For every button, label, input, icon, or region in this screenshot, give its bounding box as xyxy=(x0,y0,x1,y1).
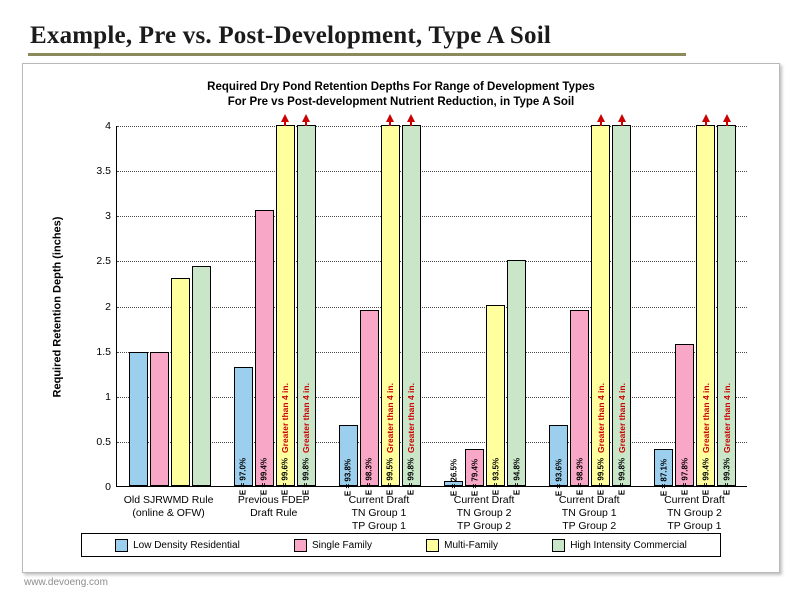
legend-swatch xyxy=(426,539,439,552)
chart-title-line-1: Required Dry Pond Retention Depths For Range of Development Types xyxy=(207,81,595,93)
title-band xyxy=(0,0,800,58)
x-axis-category-line: Current Draft xyxy=(664,494,725,506)
chart-frame xyxy=(22,63,780,573)
y-axis-tick-label: 3 xyxy=(105,210,111,223)
legend-item[interactable] xyxy=(552,539,687,552)
bar[interactable] xyxy=(507,260,526,496)
bar-slot xyxy=(402,126,421,496)
legend-label: High Intensity Commercial xyxy=(570,539,687,551)
x-axis-category-label xyxy=(326,494,431,533)
over-limit-note: Greater than 4 in. xyxy=(406,383,417,453)
up-arrow-icon xyxy=(618,114,626,122)
bar[interactable] xyxy=(171,278,190,486)
up-arrow-icon xyxy=(723,114,731,122)
bar-slot xyxy=(192,126,211,486)
bar-group xyxy=(327,126,432,497)
bar-slot xyxy=(507,126,526,496)
over-limit-note: Greater than 4 in. xyxy=(280,383,291,453)
bar-value-label: E = 98.3% xyxy=(364,457,374,496)
x-axis-category-line: Current Draft xyxy=(558,494,620,506)
bar-value-label: E = 99.8% xyxy=(406,457,416,496)
legend-label: Single Family xyxy=(311,539,372,551)
up-arrow-icon xyxy=(386,114,394,122)
over-limit-note: Greater than 4 in. xyxy=(721,383,732,453)
bar-slot xyxy=(486,126,505,496)
bar-group-bars xyxy=(643,126,748,497)
up-arrow-icon xyxy=(407,114,415,122)
bar-group xyxy=(433,126,538,497)
bar-value-label: E = 99.8% xyxy=(617,457,627,496)
x-axis-category-line: TN Group 1 xyxy=(351,507,407,519)
legend-item[interactable] xyxy=(426,539,498,552)
x-axis-category-line: (online & OFW) xyxy=(132,507,205,519)
x-axis-category-line: TP Group 1 xyxy=(351,520,406,532)
bar[interactable] xyxy=(696,125,715,496)
bar-slot xyxy=(171,126,190,486)
legend-label: Multi-Family xyxy=(444,539,499,551)
bar-value-label: E = 87.1% xyxy=(659,458,669,497)
bar[interactable] xyxy=(486,305,505,496)
bar-group xyxy=(643,126,748,497)
y-axis-tick-label: 1 xyxy=(105,390,111,403)
y-axis-title xyxy=(49,126,65,487)
bar-value-label: E = 93.6% xyxy=(554,458,564,497)
x-axis-category-label xyxy=(642,494,747,533)
bar-value-label: E = 93.5% xyxy=(491,457,501,496)
y-axis-tick-label: 2 xyxy=(105,300,111,313)
legend-swatch xyxy=(115,539,128,552)
y-axis-tick-label: 4 xyxy=(105,120,111,132)
bar-slot xyxy=(549,126,568,497)
bar-slot xyxy=(276,126,295,496)
bar-group-bars xyxy=(222,126,327,496)
x-axis-category-line: Previous FDEP xyxy=(237,494,310,506)
bar[interactable] xyxy=(150,352,169,486)
x-axis-category-line: TN Group 1 xyxy=(561,507,617,519)
bar-group xyxy=(538,126,643,497)
over-limit-note: Greater than 4 in. xyxy=(700,383,711,453)
over-limit-note: Greater than 4 in. xyxy=(616,383,627,453)
over-limit-note: Greater than 4 in. xyxy=(385,383,396,453)
bar[interactable] xyxy=(360,310,379,496)
bar-value-label: E = 99.5% xyxy=(596,457,606,496)
bar-slot xyxy=(717,126,736,496)
x-axis-category-line: TP Group 2 xyxy=(562,520,617,532)
bar-group xyxy=(117,126,222,486)
bar-value-label: E = 94.8% xyxy=(512,457,522,496)
over-limit-note: Greater than 4 in. xyxy=(301,383,312,453)
y-axis-tick-label: 1.5 xyxy=(96,345,111,358)
bar[interactable] xyxy=(675,344,694,496)
footer-url: www.devoeng.com xyxy=(24,577,108,588)
x-axis-category-line: TN Group 2 xyxy=(666,507,722,519)
bar-slot xyxy=(591,126,610,496)
bar-group-bars xyxy=(117,126,222,486)
bar-slot xyxy=(297,126,316,496)
bar-group-bars xyxy=(327,126,432,497)
bar-slot xyxy=(612,126,631,496)
chart-title xyxy=(23,80,779,110)
x-axis-category-line: Current Draft xyxy=(453,494,515,506)
bar-value-label: E = 26.5% xyxy=(449,458,459,497)
bar-value-label: E = 93.8% xyxy=(343,458,353,497)
x-axis-category-line: TN Group 2 xyxy=(456,507,512,519)
bar-group-bars xyxy=(433,126,538,497)
y-axis-tick-label: 3.5 xyxy=(96,165,111,178)
bar-value-label: E = 97.8% xyxy=(680,457,690,496)
y-axis-tick-label: 0.5 xyxy=(96,435,111,448)
bar[interactable] xyxy=(192,266,211,486)
x-axis-category-line: TP Group 1 xyxy=(667,520,722,532)
x-axis-category-label xyxy=(116,494,221,520)
bar-value-label: E = 79.4% xyxy=(470,458,480,497)
bar-value-label: E = 99.6% xyxy=(280,457,290,496)
bar-slot xyxy=(339,126,358,497)
bar-slot xyxy=(150,126,169,486)
bar-slot xyxy=(570,126,589,496)
x-axis-category-line: TP Group 2 xyxy=(457,520,512,532)
bar-slot xyxy=(360,126,379,496)
up-arrow-icon xyxy=(281,114,289,122)
bar[interactable] xyxy=(612,125,631,496)
bar-value-label: E = 99.8% xyxy=(301,457,311,496)
bar[interactable] xyxy=(465,449,484,497)
x-axis-category-line: Old SJRWMD Rule xyxy=(123,494,214,506)
bar-slot xyxy=(654,126,673,497)
legend-swatch xyxy=(294,539,307,552)
bar-value-label: E = 99.4% xyxy=(701,457,711,496)
x-axis-category-label xyxy=(537,494,642,533)
bar-value-label: E = 99.3% xyxy=(722,457,732,496)
bar[interactable] xyxy=(717,125,736,496)
bar-value-label: E = 97.0% xyxy=(238,457,248,496)
legend-swatch xyxy=(552,539,565,552)
plot-area xyxy=(96,120,747,497)
bar[interactable] xyxy=(402,125,421,496)
y-axis-tick-label: 2.5 xyxy=(96,255,111,268)
chart-title-line-2: For Pre vs Post-development Nutrient Reduction, in Type A Soil xyxy=(227,96,575,108)
bar-value-label: E = 99.4% xyxy=(259,457,269,496)
bar[interactable] xyxy=(297,125,316,496)
bar-slot xyxy=(696,126,715,496)
bar-slot xyxy=(675,126,694,496)
bar-slot xyxy=(444,126,463,497)
chart-legend xyxy=(81,533,721,557)
x-axis-category-line: Draft Rule xyxy=(250,507,298,519)
bar-slot xyxy=(234,126,253,496)
bar[interactable] xyxy=(234,367,253,496)
bar[interactable] xyxy=(444,458,463,497)
bar-group xyxy=(222,126,327,496)
bar-value-label: E = 98.3% xyxy=(575,457,585,496)
bar[interactable] xyxy=(654,449,673,497)
x-axis-category-label xyxy=(432,494,537,533)
x-axis-category-line: Current Draft xyxy=(348,494,410,506)
bar-value-label: E = 99.5% xyxy=(385,457,395,496)
legend-label: Low Density Residential xyxy=(133,539,240,551)
up-arrow-icon xyxy=(702,114,710,122)
bar[interactable] xyxy=(276,125,295,496)
bar[interactable] xyxy=(381,125,400,496)
up-arrow-icon xyxy=(302,114,310,122)
bar-slot xyxy=(381,126,400,496)
up-arrow-icon xyxy=(597,114,605,122)
page-title: Example, Pre vs. Post-Development, Type A Soil xyxy=(30,22,551,49)
bar-slot xyxy=(255,126,274,496)
y-axis-title-label: Required Retention Depth (inches) xyxy=(51,216,63,397)
legend-item[interactable] xyxy=(115,539,240,552)
bar[interactable] xyxy=(591,125,610,496)
bar-slot xyxy=(465,126,484,497)
x-axis-category-label xyxy=(221,494,326,520)
bar[interactable] xyxy=(570,310,589,496)
over-limit-note: Greater than 4 in. xyxy=(595,383,606,453)
y-axis-tick-label: 0 xyxy=(105,481,111,493)
legend-item[interactable] xyxy=(294,539,372,552)
bar-group-bars xyxy=(538,126,643,497)
bar-slot xyxy=(129,126,148,486)
bar[interactable] xyxy=(255,210,274,496)
title-divider xyxy=(28,53,686,56)
bar[interactable] xyxy=(549,425,568,497)
bar[interactable] xyxy=(339,425,358,497)
bar[interactable] xyxy=(129,352,148,486)
